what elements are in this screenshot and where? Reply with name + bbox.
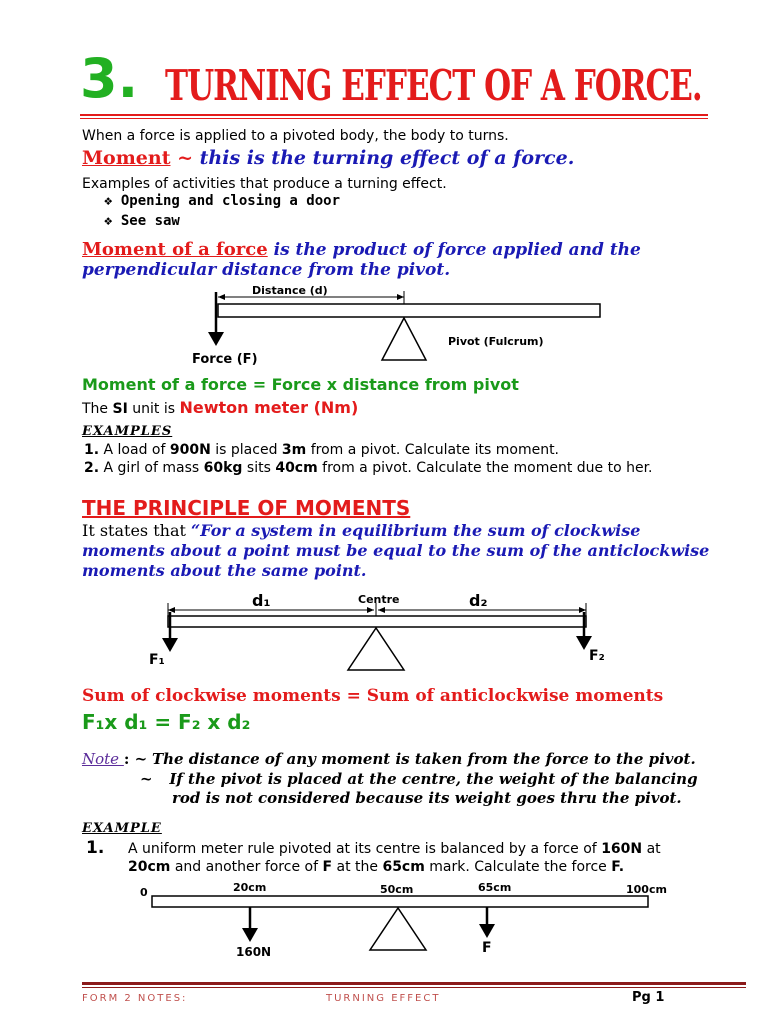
- mark-20cm: 20cm: [233, 881, 267, 894]
- example1-value: 160N: [601, 841, 643, 857]
- example-value: 3m: [281, 442, 307, 458]
- d2-arrowhead-left: [378, 607, 385, 613]
- chapter-title: TURNING EFFECT OF A FORCE.: [165, 62, 702, 111]
- example-value: 40cm: [275, 460, 318, 476]
- note-label: Note: [82, 750, 124, 768]
- si-pre: The: [82, 401, 113, 417]
- example1-text: and another force of: [170, 859, 323, 875]
- example1-num: 1.: [86, 838, 105, 858]
- example-item-1: [84, 442, 559, 458]
- distance-label: Distance (d): [252, 284, 328, 297]
- pivot-triangle-3: [370, 908, 426, 950]
- example-text: from a pivot. Calculate the moment due to her.: [317, 460, 653, 476]
- intro-text: When a force is applied to a pivoted body, the body to turns.: [82, 128, 509, 144]
- example1-text: A uniform meter rule pivoted at its centre is balanced by a force of: [128, 841, 602, 857]
- example-text: A girl of mass: [103, 460, 204, 476]
- moment-force-text1: is the product of force applied and the: [267, 240, 641, 260]
- moment-sep: ~: [170, 147, 200, 169]
- f1-label: F₁: [149, 652, 165, 668]
- moments-equation: F₁x d₁ = F₂ x d₂: [82, 710, 251, 734]
- diagram1-graphic: [208, 291, 600, 360]
- mark-50cm: 50cm: [380, 883, 414, 896]
- force-arrowhead: [208, 332, 224, 346]
- example1-value: 20cm: [128, 859, 171, 875]
- centre-label: Centre: [358, 593, 400, 606]
- note-tilde: ~: [140, 770, 153, 788]
- example-text: is placed: [210, 442, 282, 458]
- force-f-label: F: [482, 940, 492, 956]
- si-mid: unit is: [127, 401, 180, 417]
- lever-bar: [218, 304, 600, 317]
- example-value: 900N: [169, 442, 211, 458]
- note-line-1: [82, 750, 696, 768]
- force-160n-label: 160N: [236, 945, 272, 959]
- f2-label: F₂: [589, 648, 605, 664]
- pivot-label: Pivot (Fulcrum): [448, 335, 544, 348]
- pivot-triangle-2: [348, 628, 404, 670]
- si-abbrev: SI: [112, 401, 128, 417]
- force-160n-arrowhead: [242, 928, 258, 942]
- principle-line-3: moments about the same point.: [82, 561, 367, 580]
- example-value: 60kg: [203, 460, 243, 476]
- example-text: A load of: [103, 442, 170, 458]
- note-line-3: rod is not considered because its weight goes thru the pivot.: [172, 789, 682, 807]
- diagram3-graphic: [152, 896, 648, 950]
- examples-intro: Examples of activities that produce a turning effect.: [82, 176, 447, 192]
- note-colon: : ~: [123, 750, 148, 768]
- example1-text: mark. Calculate the force: [424, 859, 612, 875]
- f1-arrowhead: [162, 638, 178, 652]
- mark-65cm: 65cm: [478, 881, 512, 894]
- footer-center: TURNING EFFECT: [326, 993, 441, 1004]
- examples-heading: EXAMPLES: [82, 424, 173, 439]
- example1-text: at the: [332, 859, 383, 875]
- d2-label: d₂: [469, 591, 488, 610]
- distance-arrowhead-right: [397, 294, 404, 300]
- footer-rule-thin: [82, 987, 746, 988]
- force-f-arrowhead: [479, 924, 495, 938]
- note-text-2: If the pivot is placed at the centre, the weight of the balancing: [169, 770, 698, 788]
- example1-line-2: [128, 859, 624, 875]
- moment-force-term: Moment of a force: [82, 239, 268, 260]
- example-num: 1.: [84, 442, 100, 458]
- principle-text-1: “For a system in equilibrium the sum of clockwise: [191, 521, 641, 540]
- example-heading: EXAMPLE: [82, 821, 162, 836]
- principle-pre: It states that: [82, 521, 191, 540]
- d1-arrowhead-right: [367, 607, 374, 613]
- moment-text: this is the turning effect of a force.: [199, 147, 575, 169]
- example1-value: F.: [611, 859, 625, 875]
- moment-formula: Moment of a force = Force x distance from pivot: [82, 375, 519, 394]
- principle-heading: THE PRINCIPLE OF MOMENTS: [82, 496, 411, 520]
- lever-bar-2: [168, 616, 586, 627]
- bullet-text: See saw: [120, 213, 180, 229]
- moment-force-text2: perpendicular distance from the pivot.: [82, 260, 451, 280]
- sum-moments-formula: Sum of clockwise moments = Sum of anticlockwise moments: [82, 686, 664, 706]
- example-item-2: [84, 460, 653, 476]
- meter-rule: [152, 896, 648, 907]
- footer-left: FORM 2 NOTES:: [82, 993, 188, 1004]
- footer-rule: [82, 982, 746, 985]
- note-line-2: [140, 770, 698, 788]
- force-label: Force (F): [192, 352, 258, 367]
- example1-text: at: [642, 841, 661, 857]
- example-text: sits: [242, 460, 276, 476]
- example-num: 2.: [84, 460, 100, 476]
- example1-value: 65cm: [382, 859, 425, 875]
- principle-line-2: moments about a point must be equal to the sum of the anticlockwise: [82, 541, 710, 560]
- diamond-bullet-icon: ❖: [104, 193, 121, 209]
- distance-arrowhead-left: [218, 294, 225, 300]
- principle-line-1: [82, 521, 640, 540]
- example1-value: F: [322, 859, 333, 875]
- chapter-number: 3.: [80, 47, 139, 110]
- diamond-bullet-icon: ❖: [104, 213, 121, 229]
- moment-term: Moment: [82, 147, 171, 169]
- mark-100cm: 100cm: [626, 883, 667, 896]
- si-unit-line: [82, 398, 358, 417]
- si-unit-value: Newton meter (Nm): [179, 398, 359, 417]
- mark-0: 0: [140, 886, 148, 899]
- diagram2-graphic: [162, 603, 592, 670]
- note-text-1: The distance of any moment is taken from the force to the pivot.: [151, 750, 696, 768]
- example1-line-1: [128, 841, 661, 857]
- d1-label: d₁: [252, 591, 271, 610]
- example-text: from a pivot. Calculate its moment.: [306, 442, 560, 458]
- page-number: Pg 1: [632, 990, 665, 1005]
- pivot-triangle: [382, 318, 426, 360]
- bullet-text: Opening and closing a door: [120, 193, 341, 209]
